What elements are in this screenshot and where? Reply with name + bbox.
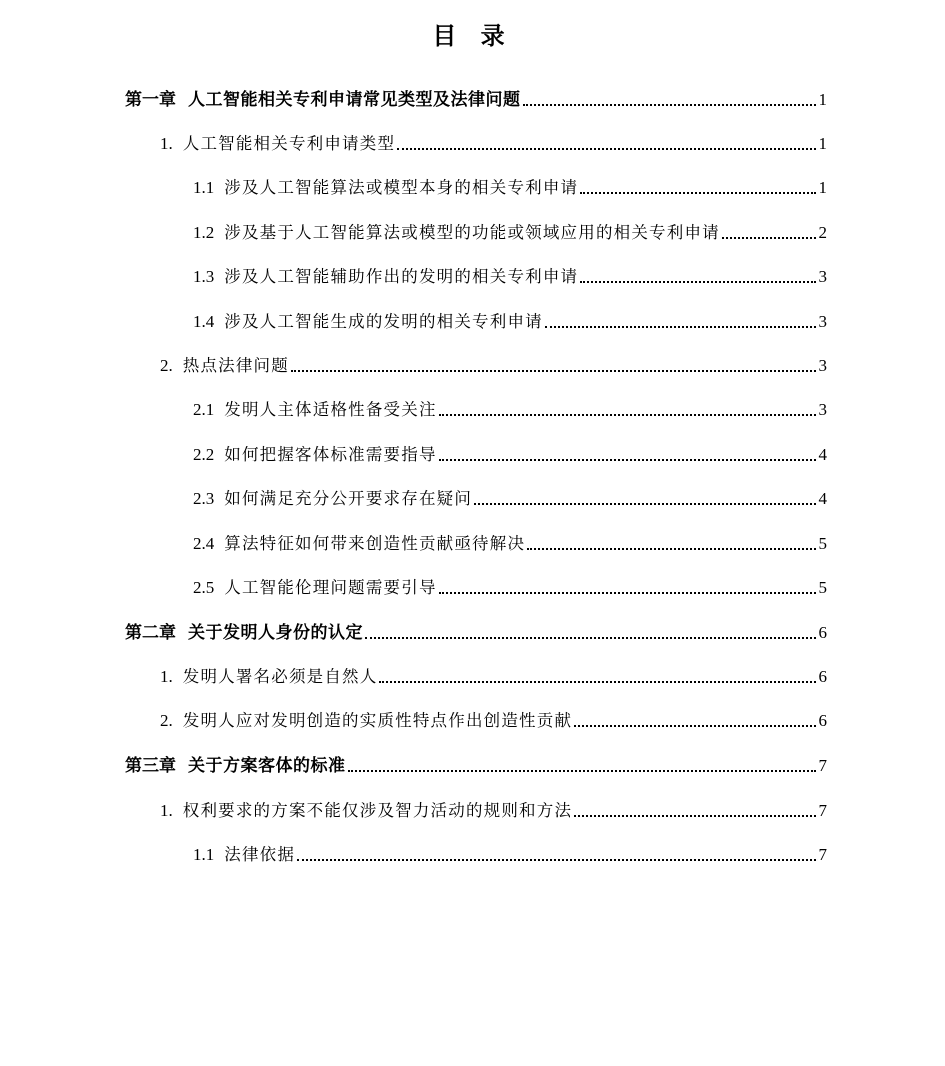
toc-page-number: 1 xyxy=(818,90,827,109)
toc-leader-dots xyxy=(474,503,816,505)
toc-entry-section-2[interactable] xyxy=(160,341,827,385)
toc-entry-number: 1. xyxy=(160,801,173,820)
toc-entry-chapter-2[interactable] xyxy=(125,608,827,652)
toc-entry-subsection-1-2[interactable] xyxy=(193,208,827,252)
toc-page-number: 5 xyxy=(818,534,827,553)
toc-entry-number: 2. xyxy=(160,356,173,375)
toc-entry-title: 涉及基于人工智能算法或模型的功能或领域应用的相关专利申请 xyxy=(224,223,720,242)
toc-page-number: 3 xyxy=(818,400,827,419)
toc-entry-title: 涉及人工智能生成的发明的相关专利申请 xyxy=(224,312,543,331)
toc-leader-dots xyxy=(580,281,816,283)
toc-page-number: 7 xyxy=(818,845,827,864)
toc-entry-subsection-2-4[interactable] xyxy=(193,519,827,563)
toc-page-number: 3 xyxy=(818,267,827,286)
toc-entry-subsection-2-5[interactable] xyxy=(193,563,827,607)
toc-entry-subsection-1-3[interactable] xyxy=(193,252,827,296)
toc-entry-title: 发明人主体适格性备受关注 xyxy=(224,400,437,419)
toc-entry-subsection-2-2[interactable] xyxy=(193,430,827,474)
toc-leader-dots xyxy=(722,237,816,239)
toc-entry-chapter-3-section-1[interactable] xyxy=(160,786,827,830)
toc-page-number: 6 xyxy=(818,711,827,730)
toc-entry-number: 第一章 xyxy=(125,90,176,110)
toc-leader-dots xyxy=(523,104,817,106)
toc-leader-dots xyxy=(439,414,816,416)
toc-page-number: 2 xyxy=(818,223,827,242)
toc-page-number: 1 xyxy=(818,178,827,197)
toc-leader-dots xyxy=(545,326,816,328)
toc-page-number: 7 xyxy=(818,756,827,775)
toc-leader-dots xyxy=(574,725,816,727)
toc-entry-title: 发明人署名必须是自然人 xyxy=(182,667,378,686)
toc-entry-title: 关于发明人身份的认定 xyxy=(188,623,363,643)
toc-page-number: 5 xyxy=(818,578,827,597)
toc-entry-number: 1.2 xyxy=(193,223,215,242)
toc-entry-title: 人工智能伦理问题需要引导 xyxy=(224,578,437,597)
toc-page-number: 6 xyxy=(818,667,827,686)
toc-entry-title: 人工智能相关专利申请类型 xyxy=(182,134,396,153)
toc-leader-dots xyxy=(439,459,816,461)
toc-leader-dots xyxy=(580,192,816,194)
toc-entry-title: 涉及人工智能辅助作出的发明的相关专利申请 xyxy=(224,267,579,286)
toc-entry-number: 2.4 xyxy=(193,534,215,553)
toc-entry-number: 1.1 xyxy=(193,178,215,197)
toc-page-number: 4 xyxy=(818,489,827,508)
toc-entry-number: 1. xyxy=(160,667,173,686)
toc-entry-subsection-2-3[interactable] xyxy=(193,474,827,518)
toc-entry-number: 1.3 xyxy=(193,267,215,286)
toc-leader-dots xyxy=(348,770,817,772)
toc-page-number: 4 xyxy=(818,445,827,464)
toc-entry-title: 法律依据 xyxy=(224,845,296,864)
toc-page-number: 3 xyxy=(818,356,827,375)
toc-entry-number: 2.1 xyxy=(193,400,215,419)
toc-page-number: 7 xyxy=(818,801,827,820)
toc-entry-title: 如何把握客体标准需要指导 xyxy=(224,445,437,464)
toc-page-number: 6 xyxy=(818,623,827,642)
toc-entry-chapter-2-section-1[interactable] xyxy=(160,652,827,696)
toc-entry-subsection-2-1[interactable] xyxy=(193,385,827,429)
toc-entry-number: 2.3 xyxy=(193,489,215,508)
toc-entry-number: 1. xyxy=(160,134,173,153)
toc-entry-chapter-3[interactable] xyxy=(125,741,827,785)
toc-entry-title: 发明人应对发明创造的实质性特点作出创造性贡献 xyxy=(182,711,573,730)
toc-entry-title: 涉及人工智能算法或模型本身的相关专利申请 xyxy=(224,178,579,197)
toc-entry-number: 2.5 xyxy=(193,578,215,597)
toc-entry-number: 1.1 xyxy=(193,845,215,864)
toc-entry-title: 热点法律问题 xyxy=(182,356,289,375)
toc-entry-title: 关于方案客体的标准 xyxy=(188,756,346,776)
toc-leader-dots xyxy=(379,681,816,683)
toc-entry-subsection-1-1[interactable] xyxy=(193,163,827,207)
toc-leader-dots xyxy=(397,148,816,150)
toc-entry-number: 1.4 xyxy=(193,312,215,331)
toc-leader-dots xyxy=(527,548,816,550)
toc-entry-title: 如何满足充分公开要求存在疑问 xyxy=(224,489,473,508)
toc-entry-chapter-1[interactable] xyxy=(125,75,827,119)
toc-entry-section-1[interactable] xyxy=(160,119,827,163)
toc-entry-title: 人工智能相关专利申请常见类型及法律问题 xyxy=(188,90,521,110)
toc-page-number: 3 xyxy=(818,312,827,331)
toc-entry-chapter-3-subsection-1-1[interactable] xyxy=(193,830,827,874)
toc-entry-chapter-2-section-2[interactable] xyxy=(160,696,827,740)
toc-leader-dots xyxy=(297,859,816,861)
toc-entry-title: 权利要求的方案不能仅涉及智力活动的规则和方法 xyxy=(182,801,573,820)
toc-entry-subsection-1-4[interactable] xyxy=(193,297,827,341)
toc-entry-title: 算法特征如何带来创造性贡献亟待解决 xyxy=(224,534,526,553)
toc-leader-dots xyxy=(365,637,816,639)
toc-entry-number: 第三章 xyxy=(125,756,176,776)
toc-leader-dots xyxy=(574,815,816,817)
toc-entry-number: 2.2 xyxy=(193,445,215,464)
toc-page-number: 1 xyxy=(818,134,827,153)
toc-leader-dots xyxy=(439,592,816,594)
toc-entry-number: 2. xyxy=(160,711,173,730)
toc-leader-dots xyxy=(291,370,816,372)
toc-entry-number: 第二章 xyxy=(125,623,176,643)
page-title: 目 录 xyxy=(432,22,513,50)
